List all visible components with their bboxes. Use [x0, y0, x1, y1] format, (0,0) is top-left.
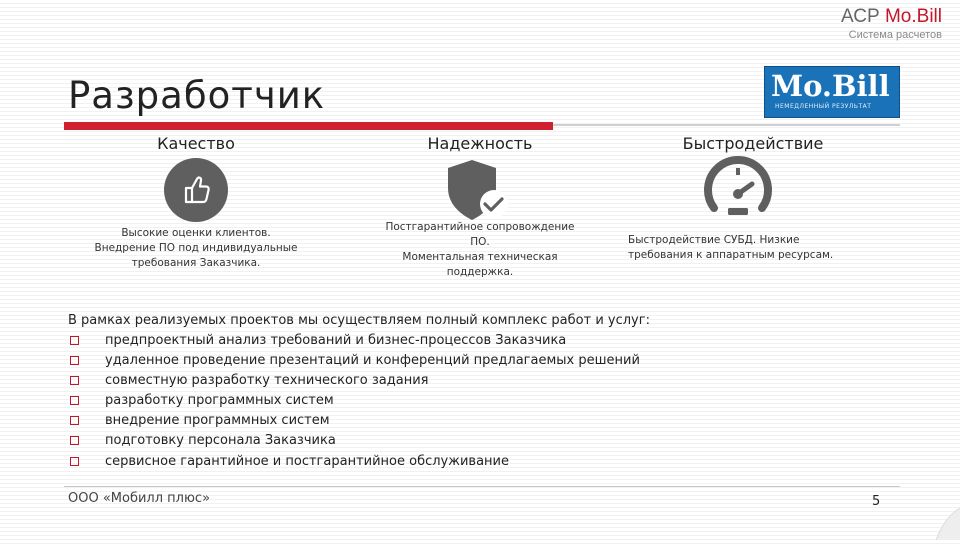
description-line: Внедрение ПО под индивидуальные: [94, 242, 298, 254]
thumbs-up-icon: [164, 158, 228, 222]
description-line: ПО.: [470, 236, 490, 248]
description-line: Постгарантийное сопровождение: [385, 221, 575, 233]
page-curl-icon: [920, 500, 960, 540]
brand-prefix: АСР: [841, 6, 885, 27]
feature-title: Быстродействие: [682, 134, 824, 153]
title-accent-bar: [64, 122, 553, 130]
description-line: требования к аппаратным ресурсам.: [628, 249, 834, 261]
square-bullet-icon: [70, 336, 79, 345]
description-line: Быстродействие СУБД. Низкие: [628, 234, 800, 246]
service-text: удаленное проведение презентаций и конференций предлагаемых решений: [105, 353, 640, 369]
service-text: предпроектный анализ требований и бизнес-процессов Заказчика: [105, 333, 567, 348]
page-number: 5: [872, 494, 881, 509]
description-line: Моментальная техническая: [402, 251, 558, 263]
service-text: внедрение программных систем: [105, 413, 330, 429]
square-bullet-icon: [70, 416, 79, 425]
footer-divider: [64, 486, 900, 487]
feature-reliability: [350, 130, 610, 158]
feature-title: Качество: [157, 134, 235, 153]
service-text: сервисное гарантийное и постгарантийное обслуживание: [105, 453, 509, 469]
square-bullet-icon: [70, 376, 79, 385]
page-title: Разработчик: [68, 74, 326, 117]
brand-subtitle: Система расчетов: [848, 29, 942, 41]
description-line: Высокие оценки клиентов.: [121, 227, 271, 239]
feature-quality: [66, 130, 326, 158]
description-line: требования Заказчика.: [131, 257, 261, 269]
brand-name: [841, 6, 942, 28]
footer-company: ООО «Мобилл плюс»: [68, 491, 211, 506]
shield-check-icon: [444, 158, 514, 222]
service-text: совместную разработку технического задания: [105, 373, 429, 389]
description-line: поддержка.: [446, 266, 514, 278]
services-intro: В рамках реализуемых проектов мы осуществляем полный комплекс работ и услуг:: [68, 313, 650, 328]
brand-accent: Mo.Bill: [884, 6, 942, 27]
speedometer-icon: [700, 156, 776, 222]
service-text: подготовку персонала Заказчика: [105, 433, 336, 449]
square-bullet-icon: [70, 457, 79, 466]
logo-tagline: НЕМЕДЛЕННЫЙ РЕЗУЛЬТАТ: [775, 103, 872, 110]
mobill-logo: [764, 66, 900, 118]
logo-word: Mo.Bill: [771, 69, 890, 103]
feature-description-performance: [628, 233, 888, 263]
square-bullet-icon: [70, 396, 79, 405]
feature-description-reliability: [350, 220, 610, 280]
brand-header: [841, 6, 942, 42]
square-bullet-icon: [70, 356, 79, 365]
feature-performance: [618, 130, 888, 158]
square-bullet-icon: [70, 436, 79, 445]
feature-description-quality: [66, 226, 326, 271]
service-text: разработку программных систем: [105, 393, 334, 409]
feature-title: Надежность: [427, 134, 533, 153]
